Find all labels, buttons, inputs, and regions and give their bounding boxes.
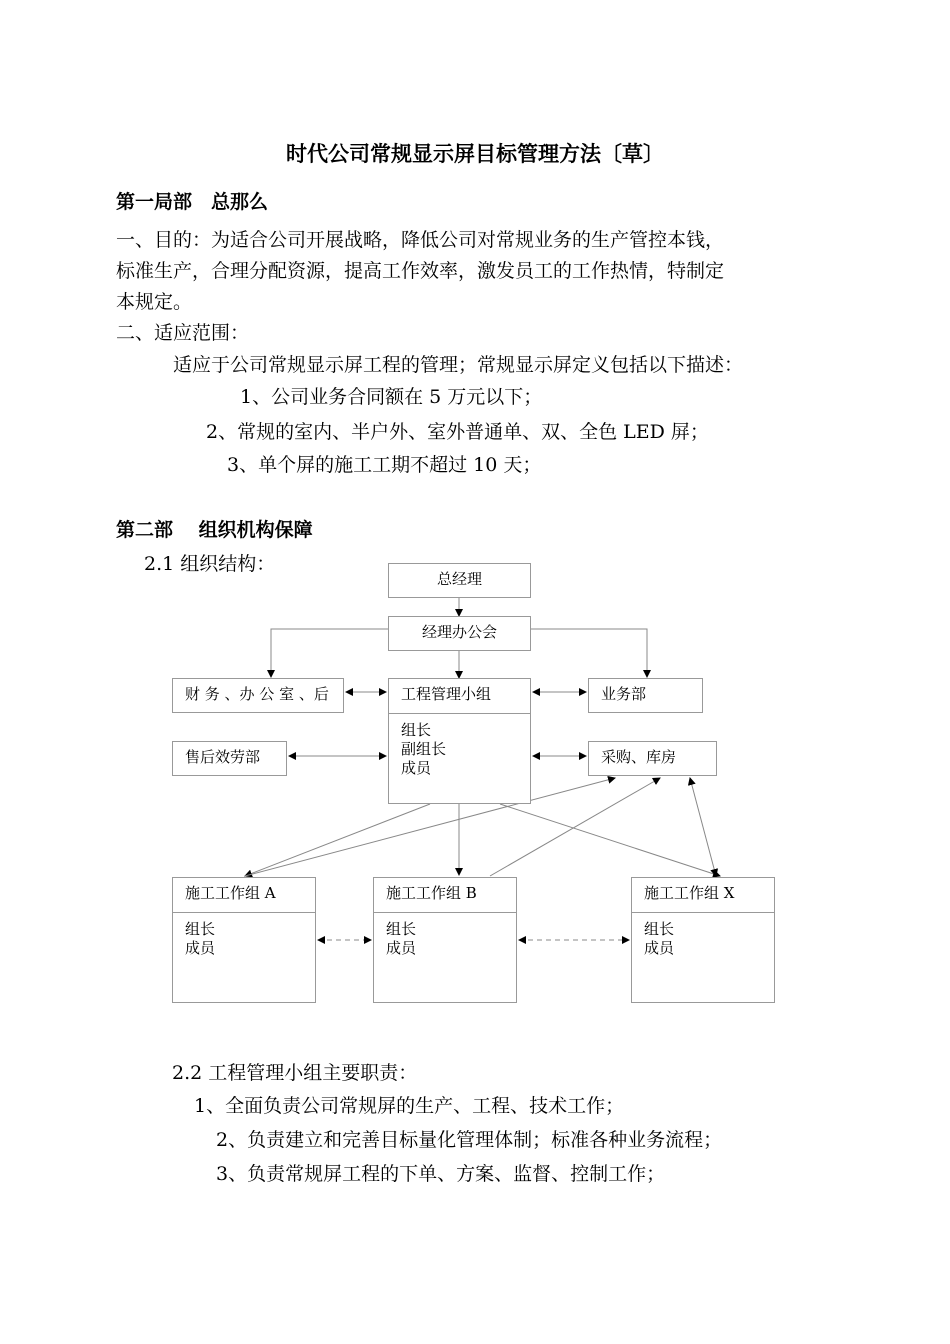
manager-office-meeting-box [388,616,531,651]
team-x-label: 施工工作组 X [644,884,735,902]
scope-item-3: 3、单个屏的施工工期不超过 10 天； [227,454,542,476]
pm-member-member: 成员 [401,759,432,777]
general-manager-box [388,563,531,598]
part2-heading: 第二部 组织机构保障 [116,519,313,541]
team-a-label: 施工工作组 A [185,884,276,902]
org-structure-label: 2.1 组织结构： [144,553,276,575]
team-b-member: 成员 [386,939,417,957]
purpose-line-2: 标准生产，合理分配资源，提高工作效率，激发员工的工作热情，特制定 [116,260,725,282]
after-sales-box [172,741,287,776]
team-x-box [631,877,775,1003]
team-a-member: 成员 [185,939,216,957]
duties-label: 2.2 工程管理小组主要职责： [172,1062,418,1084]
finance-office-box [172,678,344,713]
pm-member-deputy: 副组长 [401,740,447,758]
sales-dept-box [588,678,703,713]
team-a-leader: 组长 [185,920,216,938]
scope-heading: 二、适应范围： [116,322,250,344]
scope-item-2: 2、常规的室内、半户外、室外普通单、双、全色 LED 屏； [206,421,709,443]
team-b-box [373,877,517,1003]
document-title: 时代公司常规显示屏目标管理方法〔草〕 [286,142,664,166]
team-b-label: 施工工作组 B [386,884,477,902]
team-b-leader: 组长 [386,920,417,938]
purchase-warehouse-box [588,741,717,776]
scope-item-1: 1、公司业务合同额在 5 万元以下； [240,386,543,408]
pm-group-label: 工程管理小组 [401,685,492,703]
duty-item-2: 2、负责建立和完善目标量化管理体制；标准各种业务流程； [216,1129,723,1151]
duty-item-1: 1、全面负责公司常规屏的生产、工程、技术工作； [194,1095,625,1117]
after-sales-label: 售后效劳部 [185,748,261,766]
team-a-box [172,877,316,1003]
manager-office-meeting-label: 经理办公会 [421,623,497,641]
team-x-divider [632,912,774,913]
pm-group-divider [389,713,530,714]
purchase-warehouse-label: 采购、库房 [601,748,677,766]
duty-item-3: 3、负责常规屏工程的下单、方案、监督、控制工作； [216,1163,666,1185]
part1-heading: 第一局部 总那么 [116,191,269,213]
purpose-line-3: 本规定。 [116,291,193,313]
pm-member-leader: 组长 [401,721,432,739]
general-manager-label: 总经理 [436,570,482,588]
team-x-member: 成员 [644,939,675,957]
pm-group-box [388,678,531,804]
scope-intro: 适应于公司常规显示屏工程的管理；常规显示屏定义包括以下描述： [173,354,744,376]
finance-office-label: 财 务 、办 公 室 、后 [185,685,329,703]
team-b-divider [374,912,516,913]
team-a-divider [173,912,315,913]
purpose-line-1: 一、目的：为适合公司开展战略，降低公司对常规业务的生产管控本钱， [116,229,725,251]
team-x-leader: 组长 [644,920,675,938]
sales-dept-label: 业务部 [601,685,647,703]
